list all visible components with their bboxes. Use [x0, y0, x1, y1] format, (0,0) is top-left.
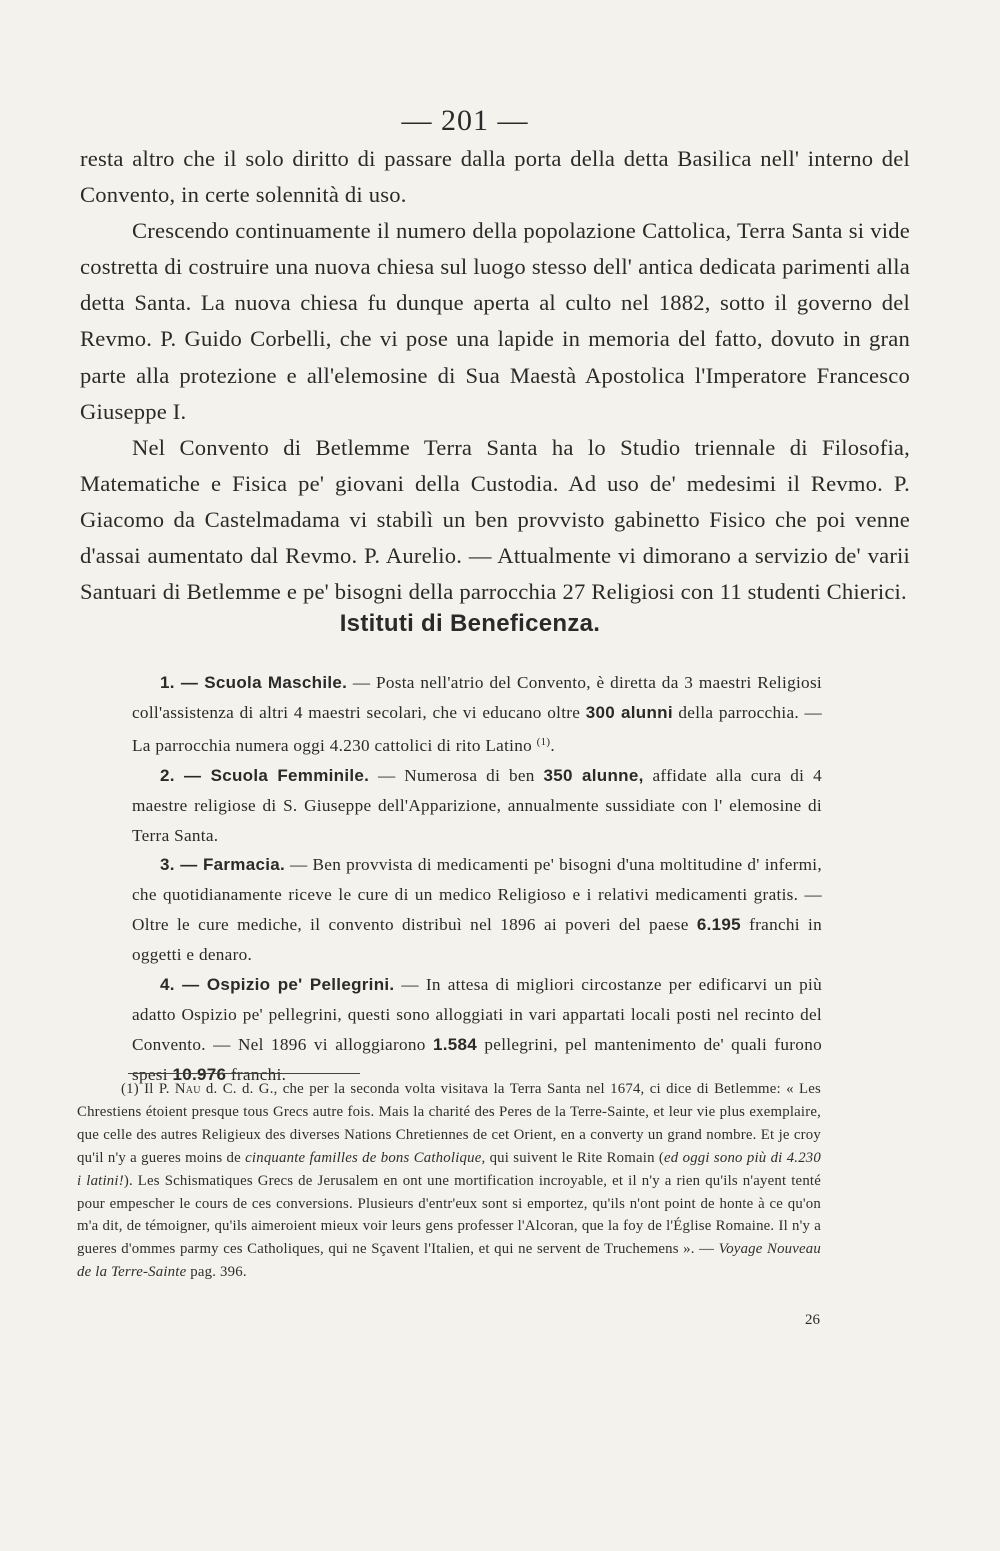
- institute-item-farmacia: [132, 850, 822, 970]
- institute-text: franchi in oggetti e denaro.: [132, 915, 822, 965]
- institute-bold-figure: 6.195: [696, 915, 741, 935]
- institute-text: affidate alla cura di 4 maestre religiose di S. Giuseppe dell'Apparizione, annualmente sussidiate con l' elemosine di Terra Santa.: [132, 765, 822, 845]
- institute-text: — Ben provvista di medicamenti pe' bisogni d'una moltitudine d' infermi, che quotidianamente riceve le cure di un medico Religioso e i relativi medicamenti gratis. — Oltre le cure mediche, il convento distribuì nel 1896 ai poveri del paese: [132, 855, 822, 935]
- institute-item-scuola-maschile: [132, 668, 822, 761]
- institute-title: 3. — Farmacia.: [160, 855, 286, 875]
- footnote-paragraph: [77, 1078, 821, 1284]
- footnote-text: d. C. d. G., che per la seconda volta visitava la Terra Santa nel 1674, ci dice di Betlemme: « Les Chrestiens étoient presque tous Grecs autre fois. Mais la charité des Peres de la Terre-Sainte, et leur vie plus exemplaire, que celle des autres Religieux des diverses Nations Chretiennes de cet Orient, en a converty un grand nombre. Et je croy qu'il n'y a gueres moins de: [77, 1081, 821, 1166]
- institute-bold-figure: 1.584: [433, 1034, 478, 1054]
- footnote-text: pag. 396.: [186, 1264, 247, 1281]
- institute-bold-figure: 10.976: [172, 1064, 227, 1084]
- institute-text: — In attesa di migliori circostanze per edificarvi un più adatto Ospizio pe' pellegrini, questi sono alloggiati in vari appartati locali posti nel recinto del Convento. — Nel 1896 vi alloggiarono: [132, 975, 823, 1054]
- institute-text: franchi.: [226, 1064, 287, 1084]
- footnote-reference: (1): [536, 735, 551, 748]
- intro-paragraph-2: Crescendo continuamente il numero della popolazione Cattolica, Terra Santa si vide costretta di costruire una nuova chiesa sul luogo stesso dell' antica dedicata parimenti alla detta Santa. La nuova chiesa fu dunque aperta al culto nel 1882, sotto il governo del Revmo. P. Guido Corbelli, che vi pose una lapide in memoria del fatto, dovuto in gran parte alla protezione e all'elemosine di Sua Maestà Apostolica l'Imperatore Francesco Giuseppe I.: [80, 218, 910, 424]
- institute-text: — Numerosa di ben: [369, 765, 544, 785]
- institute-bold-figure: 300 alunni: [585, 702, 673, 722]
- institute-title: 2. — Scuola Femminile.: [160, 765, 370, 785]
- footnote-text: (1) Il P.: [121, 1081, 175, 1097]
- page-number: — 201 —: [401, 104, 529, 137]
- institute-text: pellegrini, pel mantenimento de' quali furono spesi: [132, 1034, 822, 1084]
- institute-text: della parrocchia. — La parrocchia numera oggi 4.230 cattolici di rito Latino: [132, 702, 823, 755]
- institute-text: — Posta nell'atrio del Convento, è diretta da 3 maestri Religiosi coll'assistenza di altri 4 maestri secolari, che vi educano oltre: [132, 673, 823, 722]
- footnote-italic: ed oggi sono più di 4.230 i latini!: [77, 1149, 821, 1189]
- institute-title: 1. — Scuola Maschile.: [160, 673, 348, 692]
- intro-paragraph-1: resta altro che il solo diritto di passare dalla porta della detta Basilica nell' interno del Convento, in certe solennità di uso.: [80, 146, 910, 208]
- signature-mark: 26: [805, 1312, 820, 1328]
- footnote-italic: Voyage Nouveau de la Terre-Sainte: [77, 1241, 821, 1281]
- intro-paragraph-3: Nel Convento di Betlemme Terra Santa ha lo Studio triennale di Filosofia, Matematiche e Fisica pe' giovani della Custodia. Ad uso de' medesimi il Revmo. P. Giacomo da Castelmadama vi stabilì un ben provvisto gabinetto Fisico che poi venne d'assai aumentato dal Revmo. P. Aurelio. — Attualmente vi dimorano a servizio de' varii Santuari di Betlemme e pe' bisogni della parrocchia 27 Religiosi con 11 studenti Chierici.: [80, 434, 910, 605]
- institute-item-ospizio: [132, 970, 822, 1090]
- footnote-text: ). Les Schismatiques Grecs de Jerusalem en ont une mortification incroyable, et il n'y a rien qu'ils n'ayent tenté pour empescher le cours de ces conversions. Plusieurs d'entr'eux sont si emportez, qu'ils n'ont point de honte à ce qu'on m'a dit, de témoigner, qu'ils aimeroient mieux voir leurs gens professer l'Alcoran, que la foy de l'Église Romaine. Il n'y a gueres d'ommes parmy ces Catholiques, qui ne Sçavent l'Italien, et qui ne servent de Truchemens ». —: [77, 1172, 821, 1258]
- footnote-text: qui suivent le Rite Romain (: [485, 1149, 665, 1166]
- institute-text: .: [550, 735, 555, 755]
- intro-text: [80, 141, 910, 610]
- footnote-smallcaps: Nau: [174, 1081, 201, 1097]
- institute-bold-figure: 350 alunne,: [543, 765, 644, 785]
- footnote-italic: cinquante familles de bons Catholique,: [245, 1149, 486, 1166]
- footnote: [77, 1078, 821, 1284]
- institute-title: 4. — Ospizio pe' Pellegrini.: [160, 975, 395, 995]
- footnote-divider: [128, 1073, 360, 1074]
- institutes-list: [132, 668, 822, 1090]
- section-heading: Istituti di Beneficenza.: [339, 610, 601, 637]
- institute-item-scuola-femminile: [132, 761, 822, 851]
